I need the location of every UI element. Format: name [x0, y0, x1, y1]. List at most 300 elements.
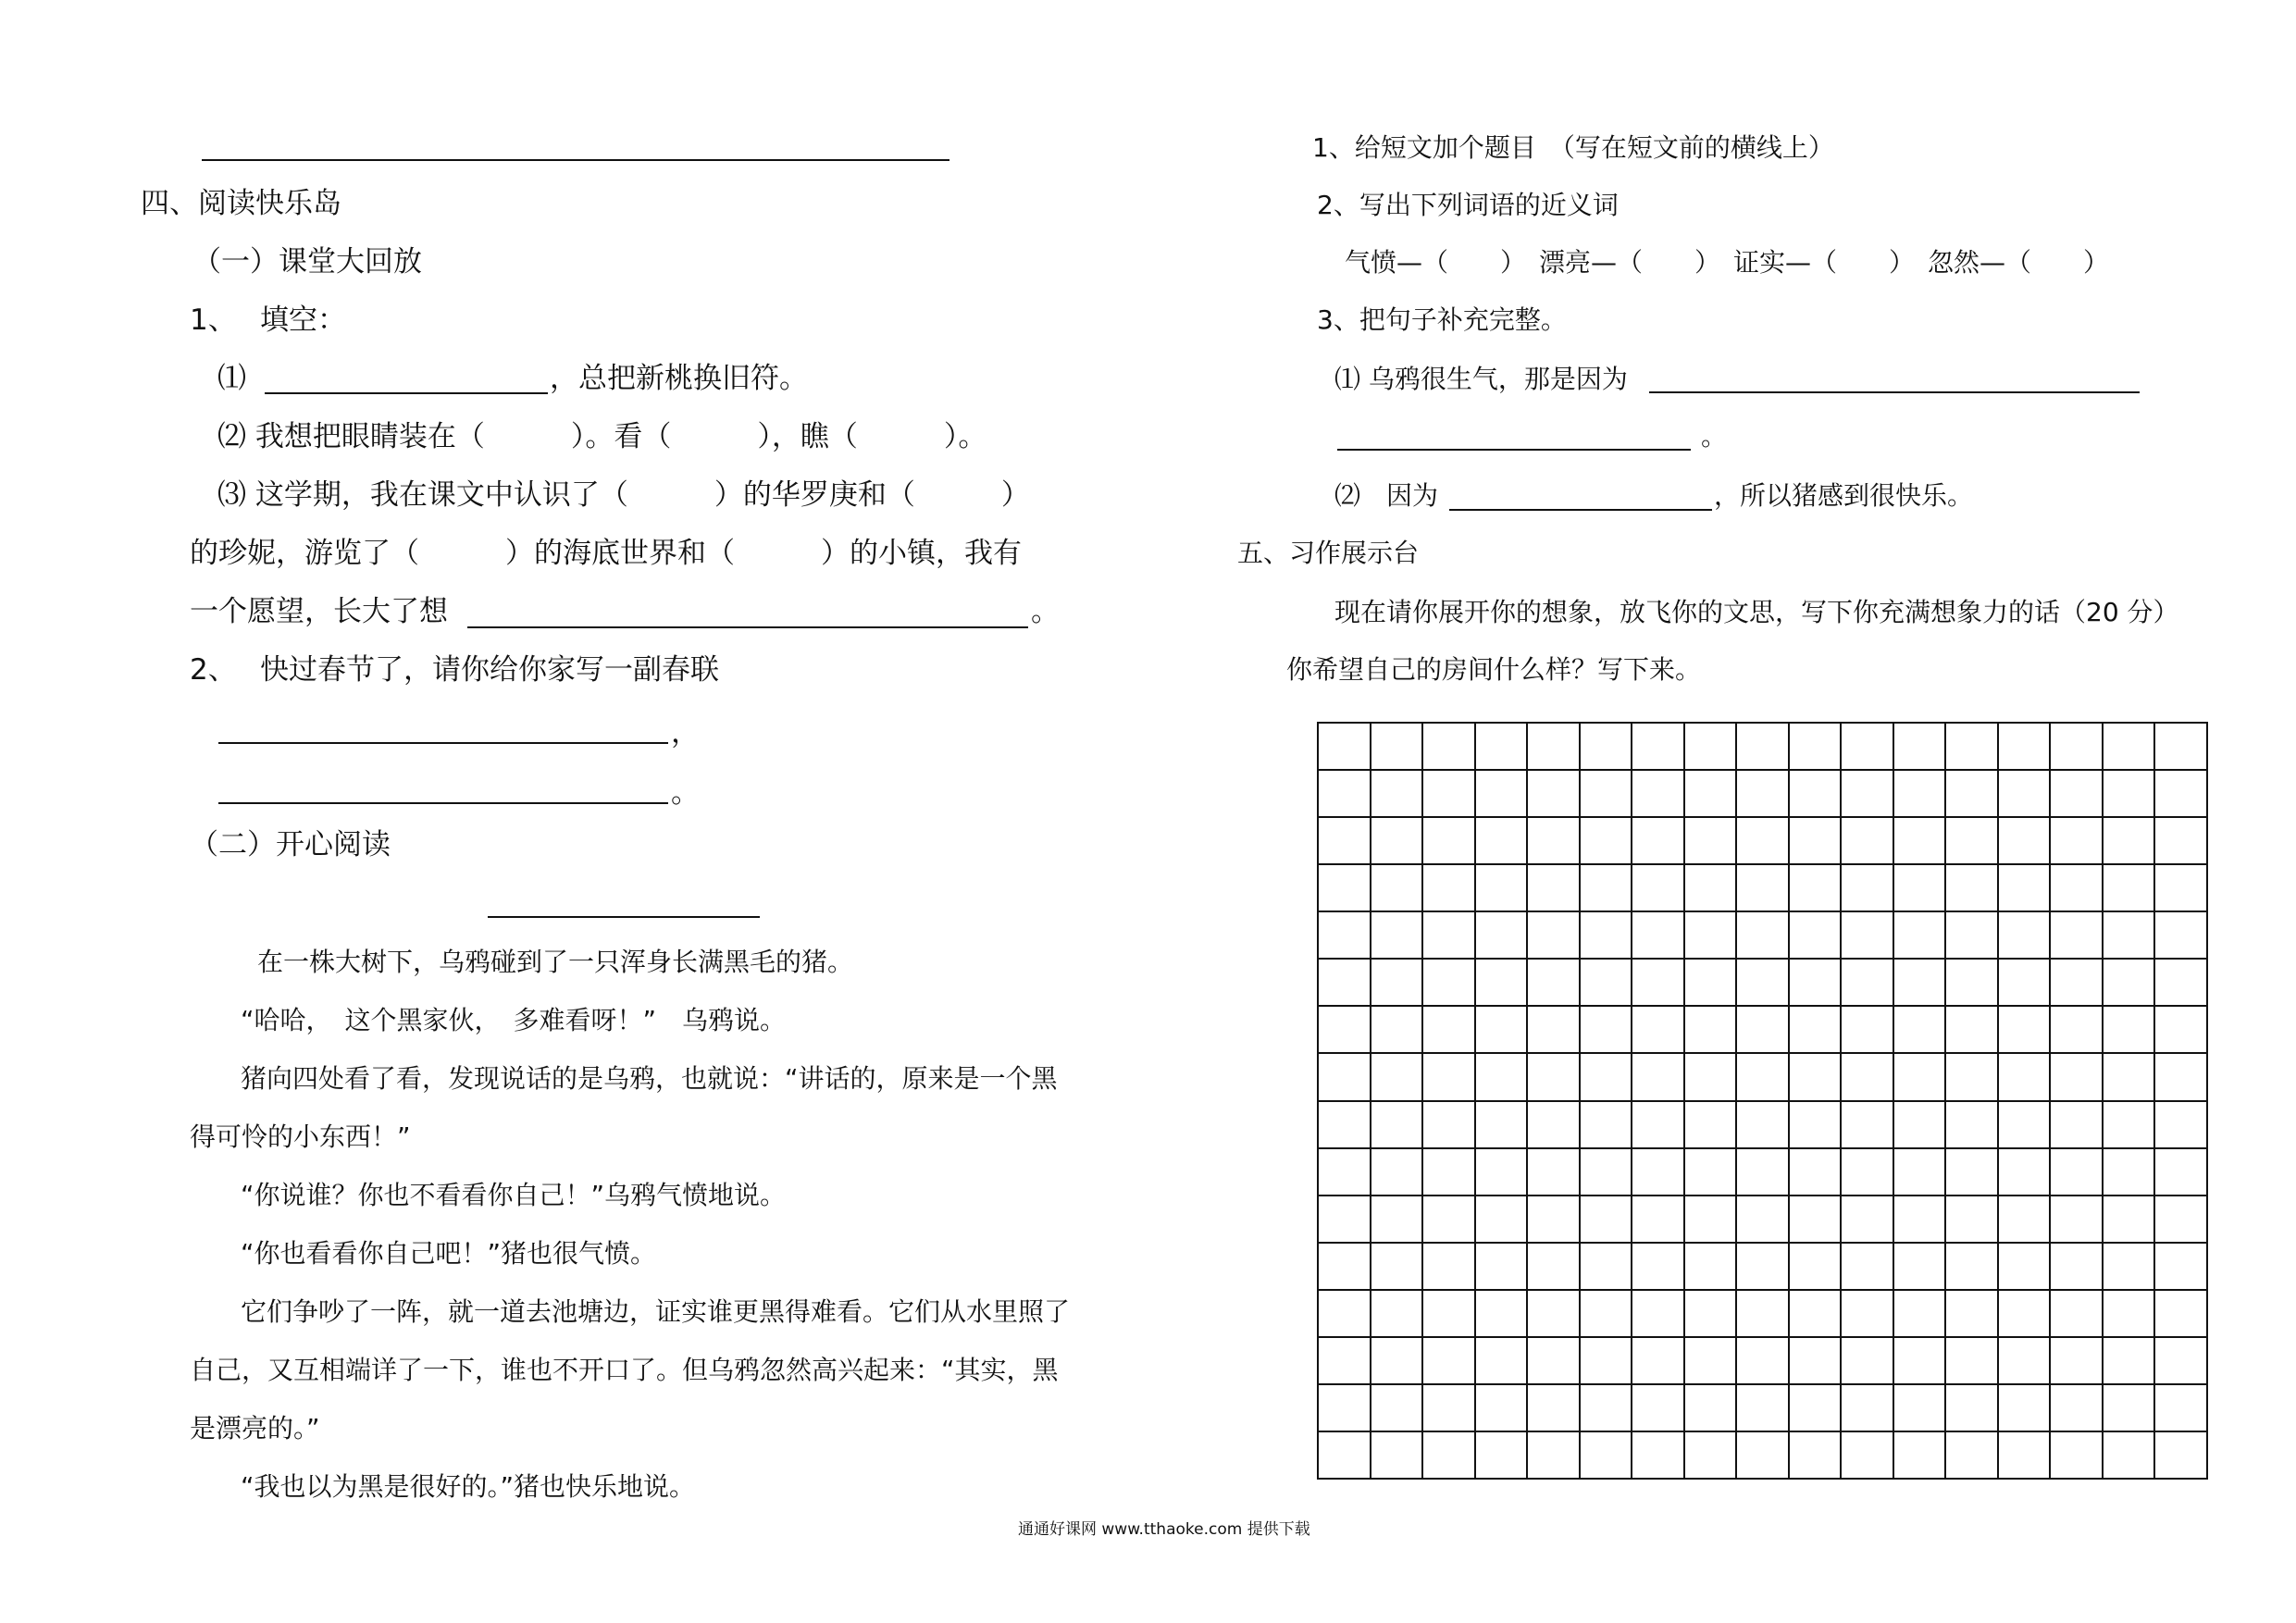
passage-line: 得可怜的小东西！”: [190, 1121, 411, 1152]
grid-cell[interactable]: [1527, 911, 1580, 959]
grid-cell[interactable]: [1580, 1337, 1632, 1384]
grid-cell[interactable]: [2103, 1148, 2155, 1196]
grid-cell[interactable]: [1318, 1053, 1371, 1100]
grid-cell[interactable]: [1841, 864, 1893, 911]
passage-line: 猪向四处看了看，发现说话的是乌鸦，也就说：“讲话的，原来是一个黑: [241, 1063, 1058, 1094]
grid-cell[interactable]: [1580, 1290, 1632, 1337]
grid-cell[interactable]: [2050, 1431, 2103, 1479]
grid-cell[interactable]: [1789, 959, 1842, 1006]
grid-cell[interactable]: [1632, 1006, 1684, 1053]
passage-title-blank[interactable]: [488, 916, 760, 918]
grid-cell[interactable]: [2050, 1053, 2103, 1100]
grid-cell[interactable]: [2103, 911, 2155, 959]
grid-cell[interactable]: [1841, 1196, 1893, 1243]
grid-cell[interactable]: [1475, 770, 1528, 817]
grid-cell[interactable]: [1945, 1053, 1998, 1100]
grid-cell[interactable]: [1684, 1337, 1737, 1384]
section-4-title: 四、阅读快乐岛: [141, 187, 341, 220]
grid-cell[interactable]: [1371, 1148, 1423, 1196]
grid-cell[interactable]: [1475, 864, 1528, 911]
grid-cell[interactable]: [1945, 1384, 1998, 1431]
grid-cell[interactable]: [2050, 1006, 2103, 1053]
grid-cell[interactable]: [1475, 1101, 1528, 1148]
grid-cell[interactable]: [1893, 1148, 1946, 1196]
grid-cell[interactable]: [1841, 911, 1893, 959]
grid-cell[interactable]: [1371, 723, 1423, 770]
grid-cell[interactable]: [1371, 1337, 1423, 1384]
grid-cell[interactable]: [1945, 1243, 1998, 1290]
grid-cell[interactable]: [1318, 959, 1371, 1006]
grid-cell[interactable]: [2154, 1196, 2207, 1243]
grid-cell[interactable]: [2154, 723, 2207, 770]
grid-cell[interactable]: [2154, 1337, 2207, 1384]
q1-3-line-3: 一个愿望，长大了想: [190, 595, 448, 628]
grid-cell[interactable]: [1475, 817, 1528, 864]
grid-cell[interactable]: [1475, 1290, 1528, 1337]
grid-cell[interactable]: [1841, 1243, 1893, 1290]
grid-cell[interactable]: [1736, 1384, 1789, 1431]
grid-cell[interactable]: [1422, 1053, 1475, 1100]
grid-cell[interactable]: [1632, 1243, 1684, 1290]
grid-cell[interactable]: [1841, 1384, 1893, 1431]
grid-cell[interactable]: [1475, 723, 1528, 770]
grid-cell[interactable]: [2103, 1101, 2155, 1148]
grid-cell[interactable]: [2103, 1006, 2155, 1053]
grid-cell[interactable]: [1580, 1243, 1632, 1290]
grid-cell[interactable]: [1475, 1053, 1528, 1100]
grid-cell[interactable]: [1945, 770, 1998, 817]
grid-cell[interactable]: [1580, 1384, 1632, 1431]
grid-cell[interactable]: [1893, 1196, 1946, 1243]
grid-cell[interactable]: [1998, 864, 2051, 911]
grid-cell[interactable]: [1371, 1243, 1423, 1290]
grid-cell[interactable]: [1945, 1290, 1998, 1337]
grid-cell[interactable]: [1475, 911, 1528, 959]
grid-cell[interactable]: [1422, 1006, 1475, 1053]
grid-cell[interactable]: [1998, 1006, 2051, 1053]
grid-cell[interactable]: [1318, 1243, 1371, 1290]
grid-cell[interactable]: [1422, 1337, 1475, 1384]
grid-cell[interactable]: [1632, 817, 1684, 864]
grid-cell[interactable]: [1527, 770, 1580, 817]
grid-cell[interactable]: [1527, 959, 1580, 1006]
passage-line: 在一株大树下，乌鸦碰到了一只浑身长满黑毛的猪。: [257, 947, 854, 977]
grid-cell[interactable]: [2103, 817, 2155, 864]
grid-cell[interactable]: [1945, 1431, 1998, 1479]
grid-cell[interactable]: [2103, 770, 2155, 817]
grid-cell[interactable]: [1632, 1431, 1684, 1479]
grid-cell[interactable]: [1632, 864, 1684, 911]
grid-cell[interactable]: [1789, 1101, 1842, 1148]
grid-cell[interactable]: [1371, 1196, 1423, 1243]
grid-cell[interactable]: [1422, 959, 1475, 1006]
grid-cell[interactable]: [1789, 1384, 1842, 1431]
grid-cell[interactable]: [1893, 911, 1946, 959]
grid-cell[interactable]: [1684, 1148, 1737, 1196]
grid-cell[interactable]: [2103, 1384, 2155, 1431]
grid-cell[interactable]: [1893, 1431, 1946, 1479]
passage-line: “你说谁？你也不看看你自己！”乌鸦气愤地说。: [241, 1180, 787, 1210]
q1-3-blank[interactable]: [467, 626, 1028, 628]
grid-cell[interactable]: [1841, 817, 1893, 864]
grid-cell[interactable]: [1475, 1337, 1528, 1384]
grid-cell[interactable]: [1632, 1148, 1684, 1196]
grid-cell[interactable]: [1945, 723, 1998, 770]
grid-cell[interactable]: [1318, 1337, 1371, 1384]
grid-cell[interactable]: [1318, 1006, 1371, 1053]
grid-cell[interactable]: [1893, 1006, 1946, 1053]
grid-cell[interactable]: [1998, 1196, 2051, 1243]
grid-cell[interactable]: [2154, 959, 2207, 1006]
grid-cell[interactable]: [1527, 1101, 1580, 1148]
grid-cell[interactable]: [1736, 864, 1789, 911]
grid-cell[interactable]: [1422, 1243, 1475, 1290]
grid-cell[interactable]: [1371, 864, 1423, 911]
grid-cell[interactable]: [2154, 817, 2207, 864]
grid-cell[interactable]: [1998, 770, 2051, 817]
grid-cell[interactable]: [2050, 911, 2103, 959]
grid-cell[interactable]: [1318, 1101, 1371, 1148]
grid-cell[interactable]: [1527, 723, 1580, 770]
grid-cell[interactable]: [1789, 1053, 1842, 1100]
grid-cell[interactable]: [1893, 770, 1946, 817]
grid-cell[interactable]: [1580, 817, 1632, 864]
grid-cell[interactable]: [1580, 1006, 1632, 1053]
grid-cell[interactable]: [1632, 911, 1684, 959]
grid-cell[interactable]: [1736, 1053, 1789, 1100]
grid-cell[interactable]: [2154, 1006, 2207, 1053]
grid-cell[interactable]: [1841, 1148, 1893, 1196]
grid-cell[interactable]: [1632, 770, 1684, 817]
grid-cell[interactable]: [1318, 1431, 1371, 1479]
grid-cell[interactable]: [1371, 1101, 1423, 1148]
grid-cell[interactable]: [2103, 1243, 2155, 1290]
grid-cell[interactable]: [2154, 1148, 2207, 1196]
grid-cell[interactable]: [1371, 1006, 1423, 1053]
grid-cell[interactable]: [1945, 1006, 1998, 1053]
grid-cell[interactable]: [1318, 911, 1371, 959]
grid-cell[interactable]: [1422, 911, 1475, 959]
grid-cell[interactable]: [1527, 864, 1580, 911]
grid-cell[interactable]: [2154, 1053, 2207, 1100]
grid-cell[interactable]: [1475, 1384, 1528, 1431]
grid-cell[interactable]: [1736, 1101, 1789, 1148]
grid-cell[interactable]: [2050, 1290, 2103, 1337]
grid-cell[interactable]: [1736, 1196, 1789, 1243]
grid-cell[interactable]: [2050, 817, 2103, 864]
grid-cell[interactable]: [2154, 911, 2207, 959]
grid-cell[interactable]: [1580, 1148, 1632, 1196]
grid-cell[interactable]: [2103, 1337, 2155, 1384]
grid-cell[interactable]: [1893, 1053, 1946, 1100]
grid-cell[interactable]: [2050, 959, 2103, 1006]
composition-grid[interactable]: [1317, 722, 2208, 1480]
grid-cell[interactable]: [1841, 1337, 1893, 1384]
grid-cell[interactable]: [2050, 1101, 2103, 1148]
grid-cell[interactable]: [1684, 770, 1737, 817]
grid-cell[interactable]: [1632, 1337, 1684, 1384]
grid-row: [1318, 1148, 2207, 1196]
grid-cell[interactable]: [1789, 1148, 1842, 1196]
grid-cell[interactable]: [1318, 864, 1371, 911]
grid-cell[interactable]: [1318, 817, 1371, 864]
grid-cell[interactable]: [1789, 1006, 1842, 1053]
grid-cell[interactable]: [1580, 770, 1632, 817]
grid-cell[interactable]: [1422, 1101, 1475, 1148]
grid-cell[interactable]: [1318, 723, 1371, 770]
couplet-line-1[interactable]: [218, 742, 668, 744]
grid-cell[interactable]: [1998, 1101, 2051, 1148]
grid-cell[interactable]: [2154, 770, 2207, 817]
couplet-line-2[interactable]: [218, 802, 668, 804]
grid-cell[interactable]: [2103, 959, 2155, 1006]
grid-cell[interactable]: [1736, 1006, 1789, 1053]
grid-cell[interactable]: [1422, 1196, 1475, 1243]
grid-cell[interactable]: [1580, 723, 1632, 770]
grid-cell[interactable]: [1632, 1101, 1684, 1148]
grid-cell[interactable]: [1371, 1290, 1423, 1337]
grid-cell[interactable]: [1736, 723, 1789, 770]
grid-cell[interactable]: [1580, 1431, 1632, 1479]
grid-cell[interactable]: [1998, 1431, 2051, 1479]
grid-cell[interactable]: [1736, 1337, 1789, 1384]
q3-1-text: ⑴ 乌鸦很生气，那是因为: [1334, 364, 1628, 394]
grid-cell[interactable]: [1945, 1337, 1998, 1384]
grid-cell[interactable]: [1998, 911, 2051, 959]
grid-cell[interactable]: [2154, 864, 2207, 911]
q1-number: 1、: [190, 304, 237, 337]
grid-cell[interactable]: [1371, 959, 1423, 1006]
grid-cell[interactable]: [2050, 1196, 2103, 1243]
grid-cell[interactable]: [2154, 1101, 2207, 1148]
grid-cell[interactable]: [1998, 1337, 2051, 1384]
grid-cell[interactable]: [1422, 1148, 1475, 1196]
grid-cell[interactable]: [1789, 1290, 1842, 1337]
grid-cell[interactable]: [1789, 723, 1842, 770]
grid-cell[interactable]: [1527, 1006, 1580, 1053]
grid-cell[interactable]: [1998, 1053, 2051, 1100]
grid-cell[interactable]: [1789, 1196, 1842, 1243]
grid-cell[interactable]: [1371, 1384, 1423, 1431]
composition-grid-table: [1317, 722, 2208, 1480]
grid-cell[interactable]: [1422, 864, 1475, 911]
grid-cell[interactable]: [1736, 911, 1789, 959]
grid-cell[interactable]: [1422, 1384, 1475, 1431]
grid-cell[interactable]: [1527, 1148, 1580, 1196]
grid-cell[interactable]: [1580, 959, 1632, 1006]
grid-cell[interactable]: [1527, 1290, 1580, 1337]
grid-cell[interactable]: [1527, 1337, 1580, 1384]
grid-cell[interactable]: [1841, 770, 1893, 817]
grid-cell[interactable]: [1684, 1431, 1737, 1479]
grid-cell[interactable]: [1893, 1243, 1946, 1290]
grid-cell[interactable]: [1318, 770, 1371, 817]
grid-cell[interactable]: [1527, 1243, 1580, 1290]
grid-cell[interactable]: [1318, 1196, 1371, 1243]
grid-cell[interactable]: [1789, 770, 1842, 817]
grid-cell[interactable]: [1422, 770, 1475, 817]
q3-1-blank-2[interactable]: [1337, 449, 1691, 451]
grid-cell[interactable]: [1893, 1384, 1946, 1431]
grid-cell[interactable]: [1684, 911, 1737, 959]
grid-cell[interactable]: [1684, 959, 1737, 1006]
grid-cell[interactable]: [1841, 1290, 1893, 1337]
grid-cell[interactable]: [1580, 1053, 1632, 1100]
grid-cell[interactable]: [1736, 959, 1789, 1006]
grid-cell[interactable]: [1684, 1196, 1737, 1243]
grid-cell[interactable]: [1422, 817, 1475, 864]
grid-cell[interactable]: [1789, 1431, 1842, 1479]
grid-cell[interactable]: [1684, 817, 1737, 864]
grid-cell[interactable]: [2154, 1384, 2207, 1431]
grid-cell[interactable]: [2103, 1431, 2155, 1479]
grid-cell[interactable]: [1475, 1148, 1528, 1196]
grid-cell[interactable]: [1841, 1431, 1893, 1479]
grid-cell[interactable]: [2050, 1243, 2103, 1290]
grid-cell[interactable]: [1580, 864, 1632, 911]
grid-cell[interactable]: [2154, 1290, 2207, 1337]
grid-cell[interactable]: [1789, 1337, 1842, 1384]
grid-cell[interactable]: [1945, 1101, 1998, 1148]
grid-cell[interactable]: [1527, 817, 1580, 864]
grid-cell[interactable]: [1736, 817, 1789, 864]
grid-cell[interactable]: [1475, 1006, 1528, 1053]
grid-cell[interactable]: [1684, 1384, 1737, 1431]
grid-cell[interactable]: [2050, 1384, 2103, 1431]
grid-cell[interactable]: [1736, 1290, 1789, 1337]
grid-cell[interactable]: [1475, 1431, 1528, 1479]
passage-line: “哈哈， 这个黑家伙， 多难看呀！” 乌鸦说。: [241, 1005, 787, 1035]
grid-cell[interactable]: [1893, 1101, 1946, 1148]
grid-cell[interactable]: [1893, 723, 1946, 770]
grid-cell[interactable]: [2050, 770, 2103, 817]
grid-cell[interactable]: [1632, 1053, 1684, 1100]
grid-cell[interactable]: [1789, 911, 1842, 959]
grid-cell[interactable]: [1841, 959, 1893, 1006]
grid-cell[interactable]: [1527, 1431, 1580, 1479]
grid-cell[interactable]: [1736, 1431, 1789, 1479]
grid-cell[interactable]: [2103, 723, 2155, 770]
grid-cell[interactable]: [1893, 959, 1946, 1006]
answer-line-top[interactable]: [202, 159, 949, 161]
grid-cell[interactable]: [1998, 723, 2051, 770]
q3-2-blank[interactable]: [1449, 509, 1712, 511]
grid-cell[interactable]: [1371, 1053, 1423, 1100]
grid-cell[interactable]: [1789, 817, 1842, 864]
q1-3-line-1: ⑶ 这学期，我在课文中认识了（ ）的华罗庚和（ ）: [217, 478, 1030, 512]
grid-cell[interactable]: [1684, 1006, 1737, 1053]
grid-cell[interactable]: [1841, 723, 1893, 770]
grid-cell[interactable]: [1736, 1243, 1789, 1290]
grid-cell[interactable]: [1893, 864, 1946, 911]
grid-cell[interactable]: [1422, 1431, 1475, 1479]
grid-cell[interactable]: [1684, 1053, 1737, 1100]
part-1-title: （一）课堂大回放: [192, 245, 422, 279]
grid-cell[interactable]: [1945, 1148, 1998, 1196]
grid-cell[interactable]: [1371, 817, 1423, 864]
grid-row: [1318, 1243, 2207, 1290]
grid-cell[interactable]: [1684, 864, 1737, 911]
grid-cell[interactable]: [1580, 1196, 1632, 1243]
grid-cell[interactable]: [1945, 1196, 1998, 1243]
grid-cell[interactable]: [1789, 864, 1842, 911]
grid-cell[interactable]: [1422, 723, 1475, 770]
grid-cell[interactable]: [1684, 1243, 1737, 1290]
grid-cell[interactable]: [1318, 1384, 1371, 1431]
grid-cell[interactable]: [1684, 1290, 1737, 1337]
grid-row: [1318, 817, 2207, 864]
grid-cell[interactable]: [1632, 959, 1684, 1006]
grid-cell[interactable]: [1945, 817, 1998, 864]
grid-cell[interactable]: [1789, 1243, 1842, 1290]
grid-cell[interactable]: [1371, 911, 1423, 959]
grid-cell[interactable]: [2103, 864, 2155, 911]
grid-cell[interactable]: [1998, 1384, 2051, 1431]
grid-cell[interactable]: [1945, 864, 1998, 911]
grid-cell[interactable]: [1632, 723, 1684, 770]
grid-cell[interactable]: [1998, 1148, 2051, 1196]
grid-cell[interactable]: [1998, 1290, 2051, 1337]
grid-cell[interactable]: [1736, 1148, 1789, 1196]
grid-cell[interactable]: [1945, 911, 1998, 959]
grid-cell[interactable]: [2050, 1337, 2103, 1384]
q1-1-blank[interactable]: [265, 392, 548, 394]
couplet-mark-1: ，: [671, 716, 700, 750]
grid-cell[interactable]: [1893, 817, 1946, 864]
grid-cell[interactable]: [1475, 1243, 1528, 1290]
grid-cell[interactable]: [2103, 1196, 2155, 1243]
grid-cell[interactable]: [1318, 1290, 1371, 1337]
grid-cell[interactable]: [2050, 723, 2103, 770]
grid-cell[interactable]: [1318, 1148, 1371, 1196]
grid-cell[interactable]: [1475, 1196, 1528, 1243]
grid-cell[interactable]: [1945, 959, 1998, 1006]
grid-cell[interactable]: [1841, 1101, 1893, 1148]
grid-cell[interactable]: [2050, 864, 2103, 911]
grid-cell[interactable]: [1580, 1101, 1632, 1148]
grid-cell[interactable]: [1371, 1431, 1423, 1479]
grid-cell[interactable]: [1841, 1006, 1893, 1053]
passage-line: “我也以为黑是很好的。”猪也快乐地说。: [241, 1471, 696, 1502]
grid-cell[interactable]: [1841, 1053, 1893, 1100]
grid-cell[interactable]: [1371, 770, 1423, 817]
grid-cell[interactable]: [1580, 911, 1632, 959]
grid-cell[interactable]: [1998, 817, 2051, 864]
grid-cell[interactable]: [1527, 1196, 1580, 1243]
grid-cell[interactable]: [1684, 1101, 1737, 1148]
grid-cell[interactable]: [2103, 1053, 2155, 1100]
grid-cell[interactable]: [1527, 1384, 1580, 1431]
grid-cell[interactable]: [1632, 1196, 1684, 1243]
grid-cell[interactable]: [1998, 1243, 2051, 1290]
q3-1-blank[interactable]: [1649, 391, 2140, 393]
grid-cell[interactable]: [1736, 770, 1789, 817]
grid-cell[interactable]: [1475, 959, 1528, 1006]
grid-cell[interactable]: [2050, 1148, 2103, 1196]
grid-cell[interactable]: [1422, 1290, 1475, 1337]
grid-cell[interactable]: [2103, 1290, 2155, 1337]
grid-cell[interactable]: [2154, 1243, 2207, 1290]
grid-cell[interactable]: [1632, 1290, 1684, 1337]
grid-cell[interactable]: [1632, 1384, 1684, 1431]
grid-cell[interactable]: [1893, 1290, 1946, 1337]
grid-cell[interactable]: [1893, 1337, 1946, 1384]
grid-cell[interactable]: [1998, 959, 2051, 1006]
grid-row: [1318, 723, 2207, 770]
grid-cell[interactable]: [1684, 723, 1737, 770]
grid-cell[interactable]: [2154, 1431, 2207, 1479]
grid-cell[interactable]: [1527, 1053, 1580, 1100]
